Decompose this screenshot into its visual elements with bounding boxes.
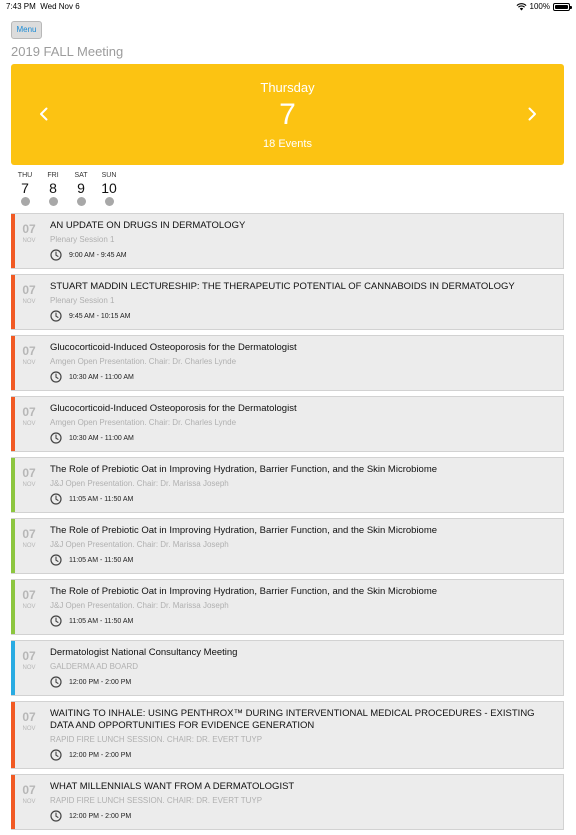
event-date-month: NOV: [22, 799, 36, 805]
event-time: 12:00 PM - 2:00 PM: [69, 751, 132, 759]
event-time: 9:45 AM - 10:15 AM: [69, 312, 131, 320]
chevron-right-icon: [528, 107, 537, 121]
event-content: [50, 580, 563, 634]
event-date-day: 07: [22, 783, 36, 797]
event-row[interactable]: [11, 774, 564, 830]
clock-icon: [50, 310, 62, 322]
status-right: [516, 2, 570, 11]
event-time-row: [50, 748, 555, 762]
event-date: [15, 588, 43, 610]
clock-icon: [50, 810, 62, 822]
event-title: WHAT MILLENNIALS WANT FROM A DERMATOLOGIST: [50, 781, 295, 792]
event-time-row: [50, 492, 555, 506]
event-row[interactable]: [11, 579, 564, 635]
event-time-row: [50, 309, 555, 323]
event-row[interactable]: [11, 701, 564, 769]
event-date-day: 07: [22, 527, 36, 541]
event-time: 11:05 AM - 11:50 AM: [69, 495, 134, 503]
event-row[interactable]: [11, 640, 564, 696]
event-title: STUART MADDIN LECTURESHIP: THE THERAPEUTIC POTENTIAL OF CANNABOIDS IN DERMATOLOGY: [50, 281, 515, 292]
event-date-day: 07: [22, 405, 36, 419]
status-time: 7:43 PM Wed Nov 6: [6, 2, 80, 11]
event-time: 11:05 AM - 11:50 AM: [69, 556, 134, 564]
event-date-month: NOV: [22, 238, 36, 244]
day-tab-number: 7: [21, 180, 29, 196]
clock-icon: [50, 432, 62, 444]
event-subtitle: Plenary Session 1: [50, 235, 115, 244]
event-content: [50, 641, 563, 695]
day-tab[interactable]: [95, 172, 123, 206]
day-tab[interactable]: [67, 172, 95, 206]
event-time: 9:00 AM - 9:45 AM: [69, 251, 127, 259]
page-title: 2019 FALL Meeting: [11, 44, 124, 59]
event-date: [15, 283, 43, 305]
clock-icon: [50, 371, 62, 383]
battery-percent: 100%: [529, 2, 550, 11]
event-date: [15, 649, 43, 671]
event-date-month: NOV: [22, 421, 36, 427]
day-tab-name: FRI: [47, 172, 59, 179]
event-row[interactable]: [11, 335, 564, 391]
day-tab-number: 8: [49, 180, 57, 196]
day-tab-name: SUN: [101, 172, 117, 179]
battery-icon: [553, 3, 570, 11]
event-time: 12:00 PM - 2:00 PM: [69, 812, 132, 820]
clock-icon: [50, 554, 62, 566]
event-date: [15, 222, 43, 244]
event-title: The Role of Prebiotic Oat in Improving Hydration, Barrier Function, and the Skin Microbiome: [50, 586, 438, 597]
event-date-day: 07: [22, 222, 36, 236]
next-day-button[interactable]: [522, 102, 542, 126]
event-time-row: [50, 809, 555, 823]
event-row[interactable]: [11, 396, 564, 452]
day-selector: [11, 172, 123, 206]
day-tab-name: THU: [17, 172, 33, 179]
event-title: AN UPDATE ON DRUGS IN DERMATOLOGY: [50, 220, 246, 231]
clock-icon: [50, 493, 62, 505]
event-date-month: NOV: [22, 665, 36, 671]
banner-event-count: 18 Events: [263, 138, 312, 150]
menu-button[interactable]: Menu: [11, 21, 42, 39]
event-time-row: [50, 553, 555, 567]
event-row[interactable]: [11, 457, 564, 513]
day-tab[interactable]: [11, 172, 39, 206]
event-date-month: NOV: [22, 482, 36, 488]
event-date: [15, 466, 43, 488]
event-time: 10:30 AM - 11:00 AM: [69, 434, 134, 442]
event-date: [15, 527, 43, 549]
event-date: [15, 783, 43, 805]
event-date-month: NOV: [22, 726, 36, 732]
event-row[interactable]: [11, 518, 564, 574]
clock-icon: [50, 676, 62, 688]
day-tab-dot: [49, 197, 58, 206]
event-subtitle: RAPID FIRE LUNCH SESSION. CHAIR: DR. EVERT TUYP: [50, 796, 263, 805]
event-title: The Role of Prebiotic Oat in Improving Hydration, Barrier Function, and the Skin Microbiome: [50, 525, 438, 536]
event-date-day: 07: [22, 344, 36, 358]
event-date: [15, 710, 43, 732]
event-date-day: 07: [22, 588, 36, 602]
event-content: [50, 336, 563, 390]
event-subtitle: RAPID FIRE LUNCH SESSION. CHAIR: DR. EVERT TUYP: [50, 735, 263, 744]
event-subtitle: J&J Open Presentation. Chair: Dr. Marissa Joseph: [50, 540, 229, 549]
event-subtitle: Amgen Open Presentation. Chair: Dr. Charles Lynde: [50, 357, 237, 366]
event-date-month: NOV: [22, 543, 36, 549]
day-tab-dot: [77, 197, 86, 206]
clock-icon: [50, 749, 62, 761]
event-subtitle: Plenary Session 1: [50, 296, 115, 305]
day-tab-number: 10: [101, 180, 117, 196]
day-tab[interactable]: [39, 172, 67, 206]
event-subtitle: J&J Open Presentation. Chair: Dr. Marissa Joseph: [50, 601, 229, 610]
day-tab-name: SAT: [74, 172, 88, 179]
event-date: [15, 405, 43, 427]
event-time-row: [50, 614, 555, 628]
event-content: [50, 214, 563, 268]
wifi-icon: [516, 3, 527, 11]
event-title: Glucocorticoid-Induced Osteoporosis for the Dermatologist: [50, 403, 297, 414]
banner-weekday: Thursday: [260, 80, 315, 95]
event-time: 12:00 PM - 2:00 PM: [69, 678, 132, 686]
event-date-day: 07: [22, 649, 36, 663]
event-date-day: 07: [22, 283, 36, 297]
event-date: [15, 344, 43, 366]
event-time: 10:30 AM - 11:00 AM: [69, 373, 134, 381]
banner-day-number: 7: [279, 98, 296, 131]
event-time-row: [50, 370, 555, 384]
event-subtitle: GALDERMA AD BOARD: [50, 662, 139, 671]
event-time-row: [50, 431, 555, 445]
event-row[interactable]: [11, 274, 564, 330]
event-content: [50, 775, 563, 829]
day-tab-dot: [21, 197, 30, 206]
event-date-day: 07: [22, 710, 36, 724]
status-bar: [0, 0, 576, 14]
day-tab-number: 9: [77, 180, 85, 196]
event-content: [50, 702, 563, 768]
event-subtitle: Amgen Open Presentation. Chair: Dr. Charles Lynde: [50, 418, 237, 427]
event-time: 11:05 AM - 11:50 AM: [69, 617, 134, 625]
event-list: [11, 213, 564, 835]
clock-icon: [50, 615, 62, 627]
event-content: [50, 458, 563, 512]
day-tab-dot: [105, 197, 114, 206]
event-content: [50, 519, 563, 573]
event-row[interactable]: [11, 213, 564, 269]
event-date-day: 07: [22, 466, 36, 480]
event-subtitle: J&J Open Presentation. Chair: Dr. Marissa Joseph: [50, 479, 229, 488]
event-title: Dermatologist National Consultancy Meeting: [50, 647, 238, 658]
event-date-month: NOV: [22, 299, 36, 305]
event-content: [50, 275, 563, 329]
event-title: WAITING TO INHALE: USING PENTHROX™ DURING INTERVENTIONAL MEDICAL PROCEDURES - EXISTING DATA AND OPPORTUNITIES FOR EVIDENCE GENERATION: [50, 708, 535, 731]
clock-icon: [50, 249, 62, 261]
event-title: Glucocorticoid-Induced Osteoporosis for the Dermatologist: [50, 342, 297, 353]
date-banner: [11, 64, 564, 165]
event-title: The Role of Prebiotic Oat in Improving Hydration, Barrier Function, and the Skin Microbiome: [50, 464, 438, 475]
event-content: [50, 397, 563, 451]
event-date-month: NOV: [22, 604, 36, 610]
event-time-row: [50, 248, 555, 262]
event-date-month: NOV: [22, 360, 36, 366]
event-time-row: [50, 675, 555, 689]
